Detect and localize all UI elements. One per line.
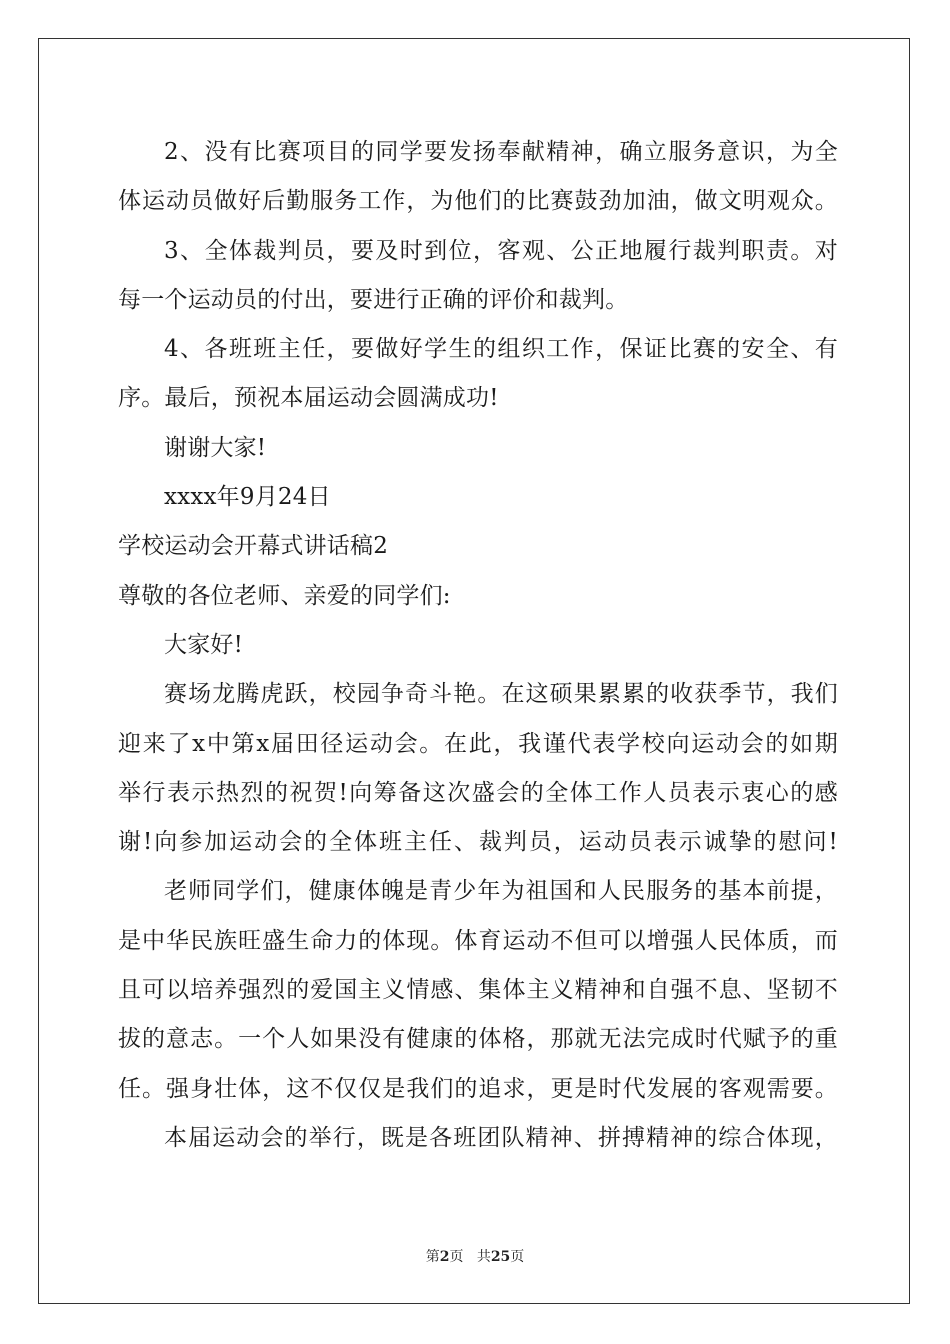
text-line: 本届运动会的举行，既是各班团队精神、拼搏精神的综合体现， bbox=[164, 1124, 838, 1151]
document-body bbox=[118, 128, 838, 1163]
text-line: 拔的意志。一个人如果没有健康的体格，那就无法完成时代赋予的重 bbox=[118, 1026, 838, 1053]
text-line: 2、没有比赛项目的同学要发扬奉献精神，确立服务意识，为全 bbox=[164, 139, 838, 165]
text-line: xxxx年9月24日 bbox=[164, 484, 331, 511]
text-line: 是中华民族旺盛生命力的体现。体育运动不但可以增强人民体质，而 bbox=[118, 927, 838, 954]
text-line: 谢谢大家! bbox=[164, 434, 267, 461]
footer-page-word: 页 bbox=[449, 1249, 464, 1265]
text-line: 3、全体裁判员，要及时到位，客观、公正地履行裁判职责。对 bbox=[164, 237, 838, 264]
text-line: 体运动员做好后勤服务工作，为他们的比赛鼓劲加油，做文明观众。 bbox=[118, 188, 838, 215]
text-line: 谢!向参加运动会的全体班主任、裁判员，运动员表示诚挚的慰问! bbox=[118, 829, 838, 856]
page-footer bbox=[0, 1246, 950, 1266]
text-line: 每一个运动员的付出，要进行正确的评价和裁判。 bbox=[118, 286, 629, 313]
text-line: 大家好! bbox=[164, 631, 244, 658]
footer-prefix: 第 bbox=[425, 1249, 440, 1265]
text-line: 且可以培养强烈的爱国主义情感、集体主义精神和自强不息、坚韧不 bbox=[118, 977, 838, 1004]
footer-total-pages: 25 bbox=[490, 1249, 511, 1265]
text-line: 尊敬的各位老师、亲爱的同学们: bbox=[118, 582, 451, 609]
text-line: 4、各班班主任，要做好学生的组织工作，保证比赛的安全、有 bbox=[164, 336, 838, 363]
text-line: 学校运动会开幕式讲话稿2 bbox=[118, 533, 389, 560]
text-line: 赛场龙腾虎跃，校园争奇斗艳。在这硕果累累的收获季节，我们 bbox=[164, 681, 838, 708]
footer-current-page: 2 bbox=[439, 1249, 450, 1265]
footer-total-suffix: 页 bbox=[510, 1249, 525, 1265]
text-line: 迎来了x中第x届田径运动会。在此，我谨代表学校向运动会的如期 bbox=[118, 730, 838, 757]
text-line: 序。最后，预祝本届运动会圆满成功! bbox=[118, 385, 499, 412]
text-line: 举行表示热烈的祝贺!向筹备这次盛会的全体工作人员表示衷心的感 bbox=[118, 779, 838, 806]
text-line: 老师同学们，健康体魄是青少年为祖国和人民服务的基本前提， bbox=[164, 878, 838, 905]
text-line: 任。强身壮体，这不仅仅是我们的追求，更是时代发展的客观需要。 bbox=[118, 1075, 838, 1102]
footer-total-prefix: 共 bbox=[476, 1249, 491, 1265]
